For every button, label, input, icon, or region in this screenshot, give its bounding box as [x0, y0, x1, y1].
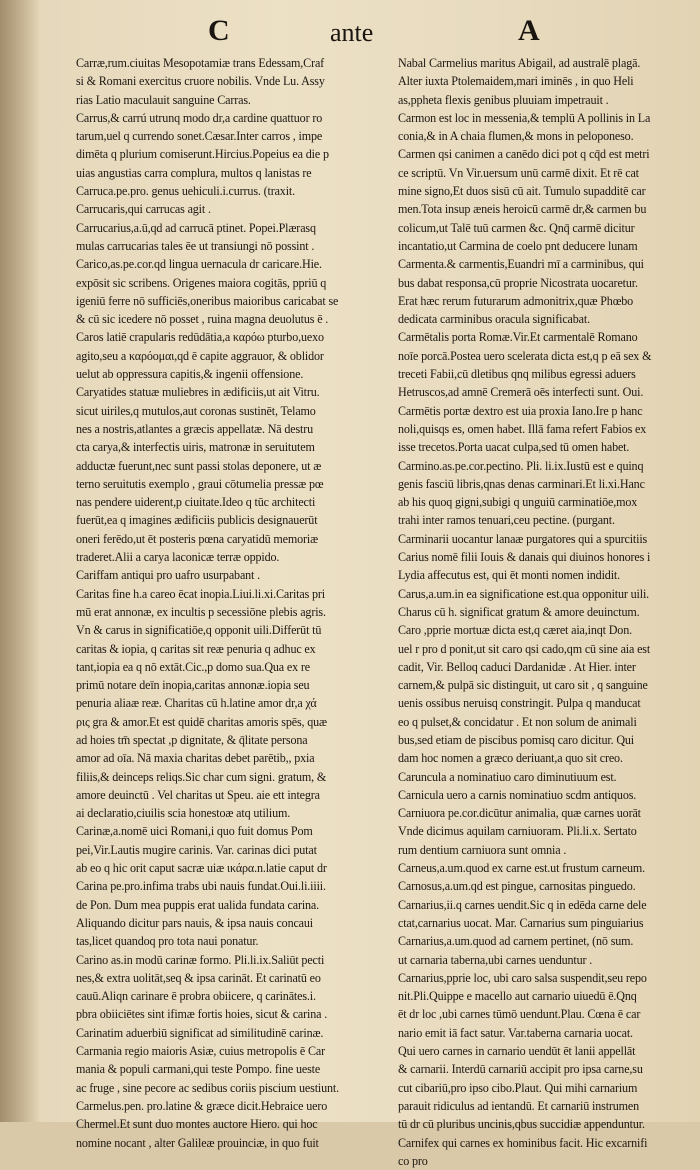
- text-line: Cariffam antiqui pro uafro usurpabant .: [76, 568, 261, 583]
- text-line: de Pon. Dum mea puppis erat ualida fundata carina.: [76, 897, 320, 912]
- text-line: ctat,carnarius uocat. Mar. Carnarius sum pinguiarius: [398, 915, 644, 930]
- text-line: nes,& extra uolitāt,seq & ipsa carināt. Et carinatū eo: [76, 970, 321, 985]
- text-line: Charus cū h. significat gratum & amore deuinctum.: [398, 604, 640, 619]
- text-line: tant,iopia ea q nō extāt.Cic.,p domo sua.Qua ex re: [76, 659, 310, 674]
- text-line: ab eo q hic orit caput sacræ uiæ ικάρα.n.latie caput dr: [76, 861, 327, 876]
- text-line: rias Latio maculauit sanguine Carras.: [76, 92, 251, 107]
- text-line: ρις gra & amor.Et est quidē charitas amoris spēs, quæ: [76, 714, 327, 729]
- text-line: bus dabat responsa,cū proprie Nicostrata uocaretur.: [398, 275, 638, 290]
- text-line: isse trecetos.Porta uacat culpa,sed tū omen habet.: [398, 440, 630, 455]
- text-line: genis fasciū libris,qnas denas carminari.Et li.xi.Hanc: [398, 476, 645, 491]
- text-line: bus,sed etiam de piscibus pomisq caro dicitur. Qui: [398, 732, 635, 747]
- text-line: ce scriptū. Vn Vir.uersum unū carmē dixit. Et rē cat: [398, 165, 639, 180]
- text-line: tū dr cū pluribus uncinis,qbus succidiæ appenduntur.: [398, 1117, 645, 1132]
- text-line: fuerūt,ea q imagines ædificiis publicis designauerūt: [76, 513, 318, 528]
- text-line: eo q pulset,& concidatur . Et non solum de animali: [398, 714, 637, 729]
- text-line: ab his quoq gigni,subigi q unguiū carminatiōe,mox: [398, 495, 638, 510]
- text-line: si & Romani exercitus cruore nobilis. Vnde Lu. Assy: [76, 74, 325, 89]
- text-line: Caro ,pprie mortuæ dicta est,q cæret aia,inqt Don.: [398, 623, 632, 638]
- text-line: Carruca.pe.pro. genus uehiculi.i.currus. (traxit.: [76, 184, 295, 199]
- text-line: Carmino.as.pe.cor.pectino. Pli. li.ix.Iustū est e quinq: [398, 458, 644, 473]
- text-line: amore deuinctū . Vel charitas ut Speu. aie ett integra: [76, 787, 320, 802]
- running-head-right-letter: A: [518, 14, 540, 47]
- text-line: carnem,& pulpā sic distinguit, ut caro sit , q sanguine: [398, 678, 648, 693]
- text-line: dimēta q plurium comiserunt.Hircius.Popeius ea die p: [76, 147, 329, 162]
- text-line: igeniū ferre nō sufficiēs,oneribus maioribus caricabat se: [76, 293, 339, 308]
- text-line: Vnde dicimus aquilam carniuoram. Pli.li.x. Sertato: [398, 824, 637, 839]
- text-line: caritas & iopia, q caritas sit reæ penuria q adhuc ex: [76, 641, 316, 656]
- text-line: Carmelus.pen. pro.latine & græce dicit.Hebraice uero: [76, 1098, 328, 1113]
- text-line: Carnarius,pprie loc, ubi caro salsa suspendit,seu repo: [398, 970, 647, 985]
- text-line: adductæ fuerunt,nec sunt passi stolas deponere, ut æ: [76, 458, 322, 473]
- text-line: trahi inter ramos tenuari,ceu pectine. (purgant.: [398, 513, 615, 528]
- text-line: ad hoies tm̄ spectat ,p dignitate, & q̄litate persona: [76, 732, 308, 747]
- text-line: terno seruitutis exemplo , graui cōtumelia pressæ pœ: [76, 476, 324, 491]
- text-line: co pro: [398, 1153, 428, 1168]
- text-line: nes a nostris,atlantes a græcis appellatæ. Nā destru: [76, 421, 314, 436]
- text-line: mū erat annonæ, ex incultis p secessiōne plebis agris.: [76, 604, 326, 619]
- text-line: Nabal Carmelius maritus Abigail, ad australē plagā.: [398, 56, 641, 70]
- text-line: pei,Vir.Lautis mugire carinis. Var. carinas dici putat: [76, 842, 317, 857]
- text-line: Carniuora pe.cor.dicūtur animalia, quæ carnes uorāt: [398, 806, 641, 821]
- text-line: amor ad oīa. Nā maxia charitas debet parētib,, pxia: [76, 751, 315, 766]
- text-line: agito,seu a καρόομαι,qd ē capite aggrauor, & oblidor: [76, 348, 324, 363]
- text-line: nas pendere uiderent,p ciuitate.Ideo q tūc architecti: [76, 495, 316, 510]
- text-line: dam hoc nomen a græco deriuant,a quo sit creo.: [398, 751, 623, 766]
- text-line: Caryatides statuæ muliebres in ædificiis,ut ait Vitru.: [76, 385, 320, 400]
- text-line: Carus,a.um.in ea significatione est.qua opponitur uili.: [398, 586, 650, 601]
- text-line: nario emit iā fact satur. Var.taberna carnaria uocat.: [398, 1025, 633, 1040]
- text-line: Aliquando dicitur pars nauis, & ipsa nauis concaui: [76, 915, 314, 930]
- text-line: Alter iuxta Ptolemaidem,mari iminēs , in quo Heli: [398, 74, 634, 89]
- text-line: Lydia affecutus est, qui ēt monti nomen indidit.: [398, 568, 620, 583]
- text-line: Carmania regio maioris Asiæ, cuius metropolis ē Car: [76, 1044, 325, 1059]
- text-line: Qui uero carnes in carnario uendūt ēt lanii appellāt: [398, 1044, 636, 1059]
- text-line: mulas carrucarias tales ēe ut transiungi nō possint .: [76, 238, 315, 253]
- text-line: Carnarius,a.um.quod ad carnem pertinet, (nō sum.: [398, 934, 634, 949]
- text-line: Carina pe.pro.infima trabs ubi nauis fundat.Oui.li.iiii.: [76, 879, 326, 894]
- text-line: tas,licet quandoq pro tota naui ponatur.: [76, 934, 259, 949]
- text-line: Hetruscos,ad amnē Cremerā oēs interfecti sunt. Oui.: [398, 385, 644, 400]
- text-line: noīe porcā.Postea uero scelerata dicta est,q p eā sex &: [398, 348, 652, 363]
- running-head-left-letter: C: [208, 14, 230, 47]
- text-line: Carius nomē filii Iouis & danais qui diuinos honores i: [398, 550, 651, 565]
- text-line: sicut uiriles,q mutulos,aut coronas sustinēt, Telamo: [76, 403, 316, 418]
- text-line: uelut ab oppressura capitis,& ingenii offensione.: [76, 367, 304, 382]
- gutter-shadow: [0, 0, 40, 1122]
- text-line: as,ppheta flexis genibus pluuiam impetrauit .: [398, 92, 609, 107]
- text-line: Carico,as.pe.cor.qd lingua uernacula dr caricare.Hie.: [76, 257, 322, 272]
- text-line: Carneus,a.um.quod ex carne est.ut frustum carneum.: [398, 861, 646, 876]
- text-line: & carnarii. Interdū carnariū accipit pro ipsa carne,su: [398, 1062, 643, 1077]
- text-line: ac fruge , sine pecore ac sedibus coriis piscium uestiunt.: [76, 1080, 339, 1095]
- text-line: Carrucarius,a.ū,qd ad carrucā ptinet. Popei.Plærasq: [76, 220, 316, 235]
- text-line: Carinæ,a.nomē uici Romani,i quo fuit domus Pom: [76, 824, 313, 839]
- text-line: men.Tota insup æneis heroicū carmē dr,& carmen bu: [398, 202, 647, 217]
- right-text-column: [398, 54, 698, 1168]
- text-line: Carino as.in modū carinæ formo. Pli.li.ix.Saliūt pecti: [76, 952, 325, 967]
- text-line: ēt dr loc ,ubi carnes tūmō uendunt.Plau. Cœna ē car: [398, 1007, 641, 1022]
- text-line: cta carya,& interfectis uiris, matronæ in seruitutem: [76, 440, 315, 455]
- text-line: Vn & carus in significatiōe,q opponit uili.Differūt tū: [76, 623, 322, 638]
- text-line: & cū sic icedere nō posset , ruina magna deuolutus ē .: [76, 312, 329, 327]
- text-line: nit.Pli.Quippe e macello aut carnario uiuedū ē.Qnq: [398, 989, 637, 1004]
- text-line: Erat hæc rerum futurarum admonitrix,quæ Phœbo: [398, 293, 634, 308]
- text-line: nomine nocant , alter Galileæ prouinciæ, in quo fuit: [76, 1135, 319, 1150]
- text-line: tarum,uel q currendo sonet.Cæsar.Inter carros , impe: [76, 129, 323, 144]
- text-line: uenis ossibus neruisq constringit. Pulpa q manducat: [398, 696, 641, 711]
- text-line: ai declaratio,ciuilis scia honestoæ atq utilium.: [76, 806, 291, 821]
- text-line: Caritas fine h.a careo ēcat inopia.Liui.li.xi.Caritas pri: [76, 586, 326, 601]
- text-line: Carmon est loc in messenia,& templū A pollinis in La: [398, 110, 651, 125]
- text-line: colicum,ut Talē tuū carmen &c. Qnq̄ carmē dicitur: [398, 220, 635, 235]
- text-line: Carnarius,ii.q carnes uendit.Sic q in edēda carne dele: [398, 897, 647, 912]
- text-line: cauū.Aliqn carinare ē probra obiicere, q carinātes.i.: [76, 989, 316, 1004]
- text-line: pbra obiiciētes sint ifimæ fortis hoies, sicut & carina .: [76, 1007, 328, 1022]
- text-line: uel r pro d ponit,ut sit caro qsi cado,qm cū sine aia est: [398, 641, 651, 656]
- text-line: primū notare deīn inopia,caritas annonæ.iopia seu: [76, 678, 310, 693]
- text-line: noli,quisqs es, omen habet. Illā fama refert Fabios ex: [398, 421, 647, 436]
- text-line: filiis,& deinceps reliqs.Sic char cum signi. gratum, &: [76, 769, 327, 784]
- text-line: conia,& in A chaia flumen,& mons in peloponeso.: [398, 129, 634, 144]
- text-line: Carinatim aduerbiū significat ad similitudinē carinæ.: [76, 1025, 324, 1040]
- text-line: Carnifex qui carnes ex hominibus facit. Hic excarnifi: [398, 1135, 648, 1150]
- text-line: traderet.Alii a carya laconicæ terræ oppido.: [76, 550, 280, 565]
- text-line: Carmenta.& carmentis,Euandri mī a carminibus, qui: [398, 257, 644, 272]
- text-line: Carnosus,a.um.qd est pingue, carnositas pinguedo.: [398, 879, 636, 894]
- text-line: incantatio,ut Carmina de coelo pnt deducere lunam: [398, 238, 638, 253]
- text-line: Carrus,& carrú utrunq modo dr,a cardine quattuor ro: [76, 110, 323, 125]
- text-line: Caros latiē crapularis redūdātia,a καρόω pturbo,uexo: [76, 330, 324, 345]
- text-line: uias angustias carra complura, multos q lanistas re: [76, 165, 312, 180]
- text-line: Carmen qsi canimen a canēdo dici pot q cq̄d est metri: [398, 147, 650, 162]
- text-line: cut cibariū,pro ipso cibo.Plaut. Qui mihi carnarium: [398, 1080, 638, 1095]
- text-line: ut carnaria taberna,ubi carnes uenduntur .: [398, 952, 593, 967]
- text-line: Carnicula uero a carnis nominatiuo scdm antiquos.: [398, 787, 637, 802]
- text-line: Caruncula a nominatiuo caro diminutiuum est.: [398, 769, 617, 784]
- text-line: Carminarii uocantur lanaæ purgatores qui a spurcitiis: [398, 531, 648, 546]
- text-line: penuria aliaæ reæ. Charitas cū h.latine amor dr,a χά: [76, 696, 317, 711]
- text-line: mine signo,Et duos sisū cū ait. Tumulo supadditē car: [398, 184, 646, 199]
- text-line: Carræ,rum.ciuitas Mesopotamiæ trans Edessam,Craf: [76, 56, 325, 70]
- left-text-column: [76, 54, 388, 1150]
- text-line: rum dentium carniuora sunt omnia .: [398, 842, 567, 857]
- text-line: expōsit sic scribens. Origenes maiora cogitās, ppriū q: [76, 275, 327, 290]
- text-line: parauit ridiculus ad ientandū. Et carnariū instrumen: [398, 1098, 640, 1113]
- text-line: treceti Fabii,cū dletibus qnq milibus egressi aduers: [398, 367, 636, 382]
- text-line: Carmētis portæ dextro est uia proxia Iano.Ire p hanc: [398, 403, 643, 418]
- text-line: Carmētalis porta Romæ.Vir.Et carmentalē Romano: [398, 330, 638, 345]
- text-line: Carrucaris,qui carrucas agit .: [76, 202, 211, 217]
- text-line: oneri ferēdo,ut ēt posteris pœna caryatidū memoriæ: [76, 531, 319, 546]
- text-line: mania & populi carmani,qui teste Pompo. fine ueste: [76, 1062, 321, 1077]
- running-head-center-word: ante: [330, 18, 374, 47]
- text-line: Chermel.Et sunt duo montes auctore Hiero. qui hoc: [76, 1117, 318, 1132]
- text-line: cadit, Vir. Belloq caduci Dardanidæ . At Hier. inter: [398, 659, 636, 674]
- text-line: dedicata carminibus oracula significabat.: [398, 312, 590, 327]
- running-head: [60, 14, 680, 54]
